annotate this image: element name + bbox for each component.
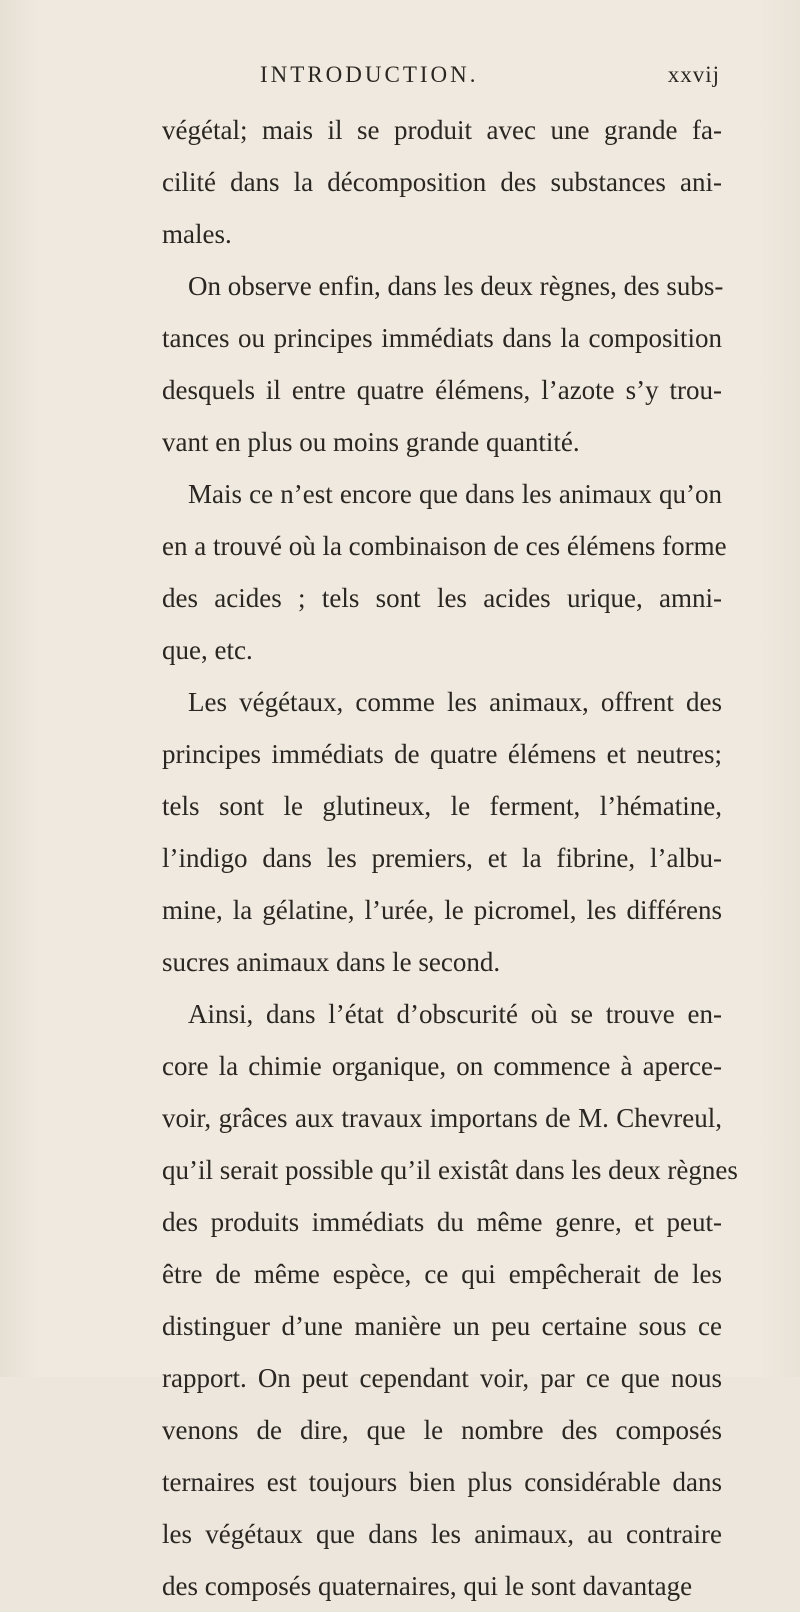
text-line: voir, grâces aux travaux importans de M. Chevreul,: [162, 1103, 722, 1133]
text-line: sucres animaux dans le second.: [162, 947, 501, 977]
text-line: Les végétaux, comme les animaux, offrent des: [188, 687, 722, 717]
text-line: qu’il serait possible qu’il existât dans les deux règnes: [162, 1155, 738, 1185]
text-line: que, etc.: [162, 635, 253, 665]
text-line: core la chimie organique, on commence à aperce-: [162, 1051, 722, 1081]
text-line: principes immédiats de quatre élémens et neutres;: [162, 739, 722, 769]
text-line: tels sont le glutineux, le ferment, l’hématine,: [162, 791, 722, 821]
text-line: vant en plus ou moins grande quantité.: [162, 427, 580, 457]
text-line: des acides ; tels sont les acides urique, amni-: [162, 583, 722, 613]
text-line: cilité dans la décomposition des substances ani-: [162, 167, 722, 197]
text-line: desquels il entre quatre élémens, l’azote s’y trou-: [162, 375, 722, 405]
text-line: végétal; mais il se produit avec une grande fa-: [162, 115, 722, 145]
text-line: être de même espèce, ce qui empêcherait de les: [162, 1259, 722, 1289]
text-line: Ainsi, dans l’état d’obscurité où se trouve en-: [188, 999, 722, 1029]
page-header: [160, 62, 720, 96]
text-line: venons de dire, que le nombre des composés: [162, 1415, 722, 1445]
text-line: mine, la gélatine, l’urée, le picromel, les différens: [162, 895, 722, 925]
text-line: males.: [162, 219, 232, 249]
text-line: tances ou principes immédiats dans la composition: [162, 323, 722, 353]
running-title: INTRODUCTION.: [260, 62, 479, 87]
page-number: xxvij: [667, 62, 720, 87]
text-line: On observe enfin, dans les deux règnes, des subs-: [188, 271, 724, 301]
text-line: des composés quaternaires, qui le sont davantage: [162, 1571, 693, 1601]
text-line: l’indigo dans les premiers, et la fibrine, l’albu-: [162, 843, 722, 873]
text-line: les végétaux que dans les animaux, au contraire: [162, 1519, 722, 1549]
text-line: rapport. On peut cependant voir, par ce que nous: [162, 1363, 722, 1393]
text-line: des produits immédiats du même genre, et peut-: [162, 1207, 722, 1237]
text-line: Mais ce n’est encore que dans les animaux qu’on: [188, 479, 722, 509]
text-line: distinguer d’une manière un peu certaine sous ce: [162, 1311, 722, 1341]
text-line: ternaires est toujours bien plus considérable dans: [162, 1467, 722, 1497]
body-text: [162, 104, 738, 1612]
text-line: en a trouvé où la combinaison de ces élémens forme: [162, 531, 727, 561]
